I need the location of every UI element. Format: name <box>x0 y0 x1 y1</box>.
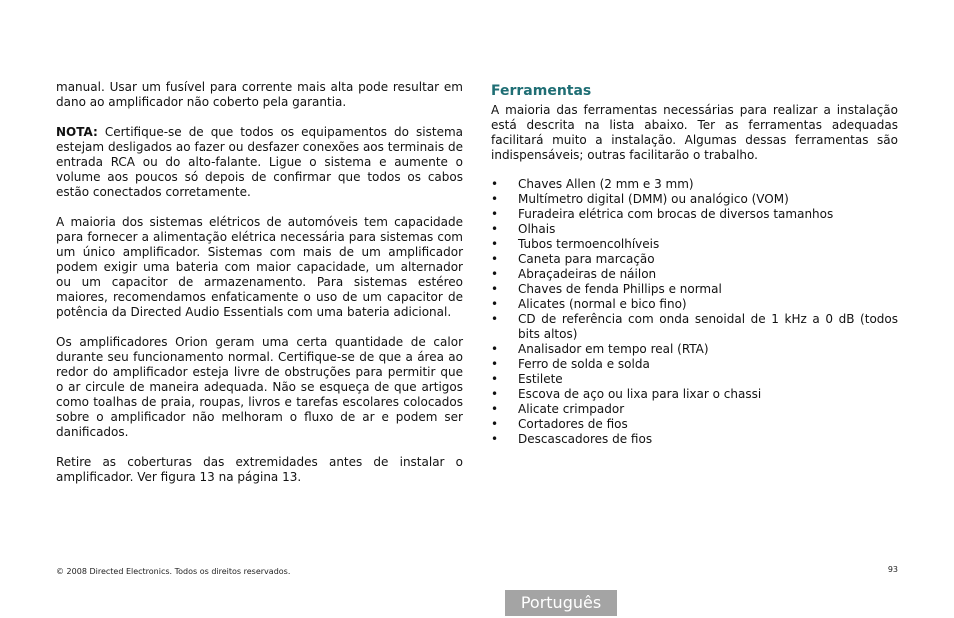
tools-intro: A maioria das ferramentas necessárias para realizar a instalação está descrita na lista abaixo. Ter as ferramentas adequadas facilitará muito a instalação. Algumas dessas ferramentas são indispensáveis; outras facilitarão o trabalho. <box>491 103 898 162</box>
list-item: • Olhais <box>491 222 898 237</box>
left-column <box>56 80 463 500</box>
list-item: • CD de referência com onda senoidal de 1 kHz a 0 dB (todos bits altos) <box>491 312 898 342</box>
list-item: • Caneta para marcação <box>491 252 898 267</box>
section-heading: Ferramentas <box>491 83 592 99</box>
note-label: NOTA: <box>56 125 98 139</box>
list-item: • Escova de aço ou lixa para lixar o chassi <box>491 387 898 402</box>
list-item: • Estilete <box>491 372 898 387</box>
list-item: • Furadeira elétrica com brocas de diversos tamanhos <box>491 207 898 222</box>
list-item: • Cortadores de fios <box>491 417 898 432</box>
list-item: • Abraçadeiras de náilon <box>491 267 898 282</box>
list-item: • Ferro de solda e solda <box>491 357 898 372</box>
list-item: • Alicate crimpador <box>491 402 898 417</box>
copyright-notice: © 2008 Directed Electronics. Todos os direitos reservados. <box>56 567 291 576</box>
list-item: • Alicates (normal e bico fino) <box>491 297 898 312</box>
paragraph-fuse-warning: manual. Usar um fusível para corrente mais alta pode resultar em dano ao amplificador não coberto pela garantia. <box>56 80 463 109</box>
list-item: • Analisador em tempo real (RTA) <box>491 342 898 357</box>
list-item: • Multímetro digital (DMM) ou analógico (VOM) <box>491 192 898 207</box>
note-text: Certifique-se de que todos os equipamentos do sistema estejam desligados ao fazer ou desfazer conexões aos terminais de entrada RCA ou do alto-falante. Ligue o sistema e aumente o volume aos poucos só depois de confirmar que todos os cabos estão conectados corretamente. <box>56 125 463 199</box>
list-item: • Chaves de fenda Phillips e normal <box>491 282 898 297</box>
list-item: • Chaves Allen (2 mm e 3 mm) <box>491 177 898 192</box>
page-number: 93 <box>887 565 898 574</box>
paragraph-end-caps: Retire as coberturas das extremidades antes de instalar o amplificador. Ver figura 13 na página 13. <box>56 455 463 484</box>
list-item: • Descascadores de fios <box>491 432 898 447</box>
paragraph-electrical-systems: A maioria dos sistemas elétricos de automóveis tem capacidade para fornecer a alimentação elétrica necessária para sistemas com um único amplificador. Sistemas com mais de um amplificador podem exigir uma bateria com maior capacidade, um alternador ou um capacitor de armazenamento. Para sistemas estéreo maiores, recomendamos enfaticamente o uso de um capacitor de potência da Directed Audio Essentials com uma bateria adicional. <box>56 215 463 319</box>
paragraph-heat: Os amplificadores Orion geram uma certa quantidade de calor durante seu funcionamento normal. Certifique-se de que a área ao redor do amplificador esteja livre de obstruções para permitir que o ar circule de maneira adequada. Não se esqueça de que artigos como toalhas de praia, roupas, livros e tarefas escolares colocados sobre o amplificador não melhoram o fluxo de ar e podem ser danificados. <box>56 335 463 439</box>
list-item: • Tubos termoencolhíveis <box>491 237 898 252</box>
right-column <box>491 80 898 447</box>
language-tab: Português <box>505 590 617 616</box>
note-paragraph <box>56 125 463 200</box>
tools-list <box>491 177 898 447</box>
